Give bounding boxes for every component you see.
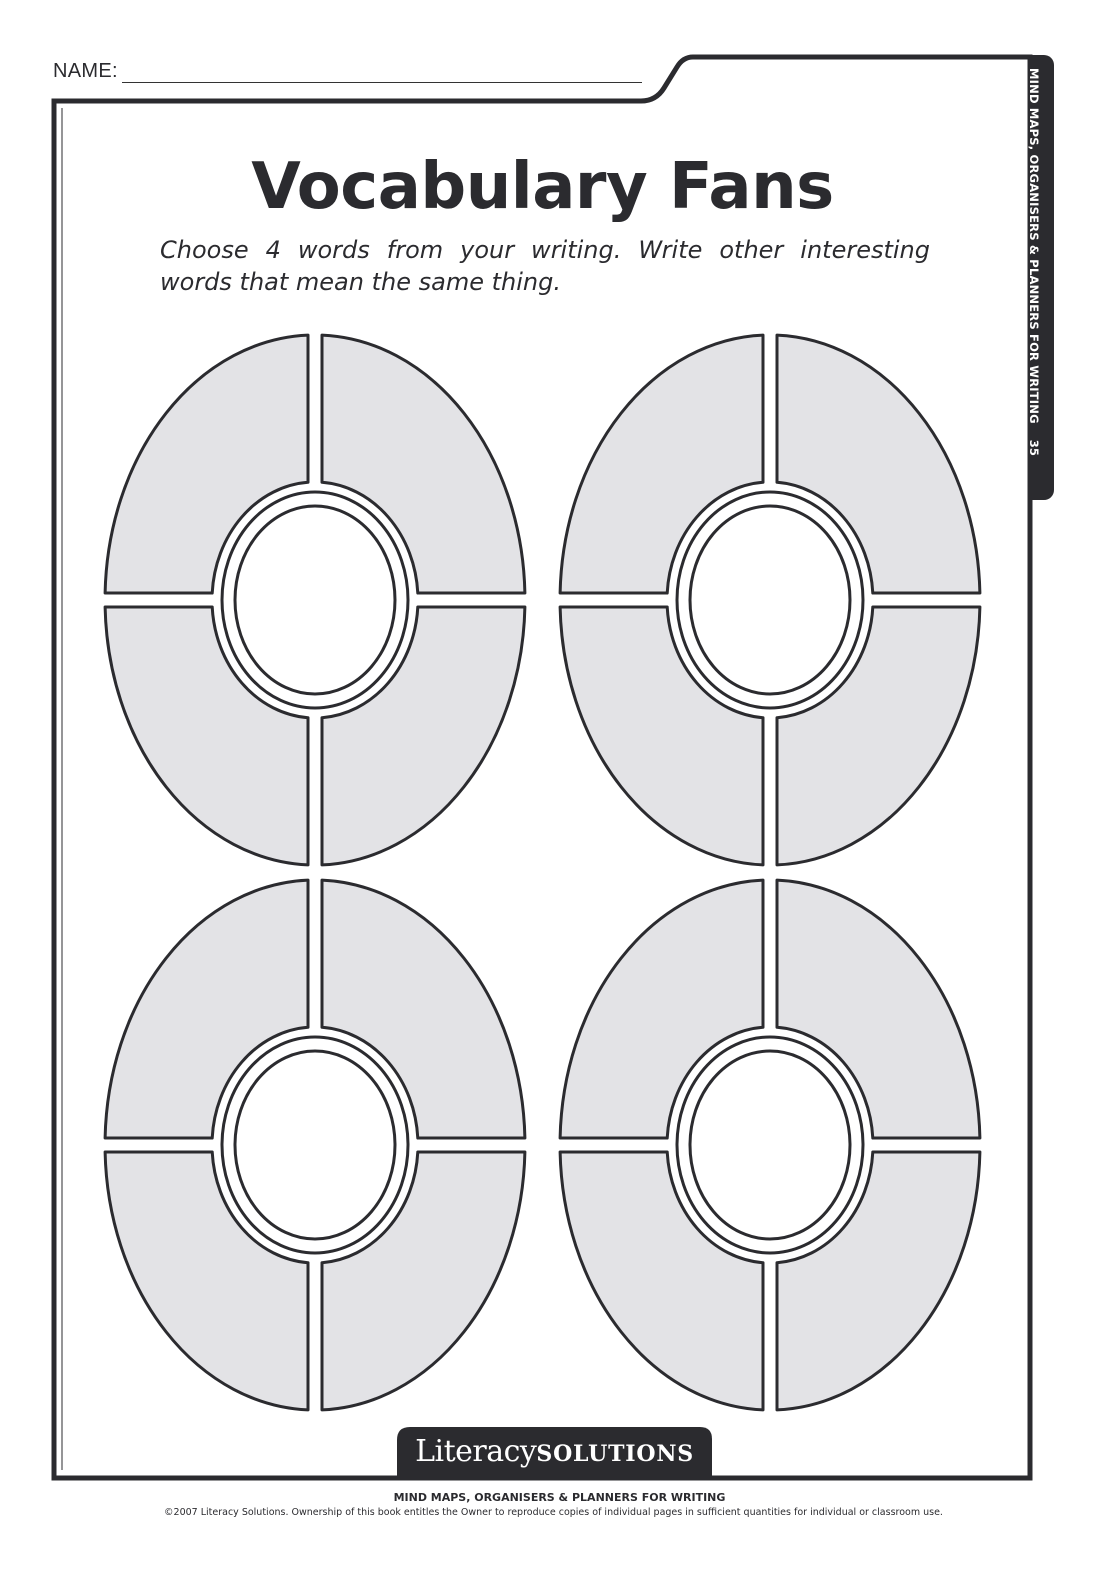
brand-logo (397, 1427, 712, 1475)
name-field[interactable] (122, 82, 642, 83)
footer-copyright: ©2007 Literacy Solutions. Ownership of this book entitles the Owner to reproduce copies of individual pages in sufficient quantities for individual or classroom use. (164, 1507, 943, 1518)
vocabulary-fan (105, 880, 525, 1410)
fan-center-word-box[interactable] (690, 506, 850, 694)
fan-center-word-box[interactable] (235, 506, 395, 694)
vocabulary-fan (560, 880, 980, 1410)
footer-title: MIND MAPS, ORGANISERS & PLANNERS FOR WRITING (393, 1491, 726, 1504)
brand-name-regular: Literacy (415, 1433, 537, 1469)
fan-center-word-box[interactable] (235, 1051, 395, 1239)
instructions-text: Choose 4 words from your writing. Write other interesting words that mean the same thing. (160, 236, 930, 296)
side-tab-text: MIND MAPS, ORGANISERS & PLANNERS FOR WRITING (1027, 68, 1041, 424)
worksheet-title: Vocabulary Fans (251, 150, 834, 224)
fan-center-word-box[interactable] (690, 1051, 850, 1239)
page-number: 35 (1027, 439, 1041, 457)
side-tab-label (1027, 68, 1041, 456)
brand-name-bold: SOLUTIONS (536, 1440, 694, 1467)
vocabulary-fan (560, 335, 980, 865)
name-label: NAME: (53, 60, 118, 82)
vocabulary-fan (105, 335, 525, 865)
